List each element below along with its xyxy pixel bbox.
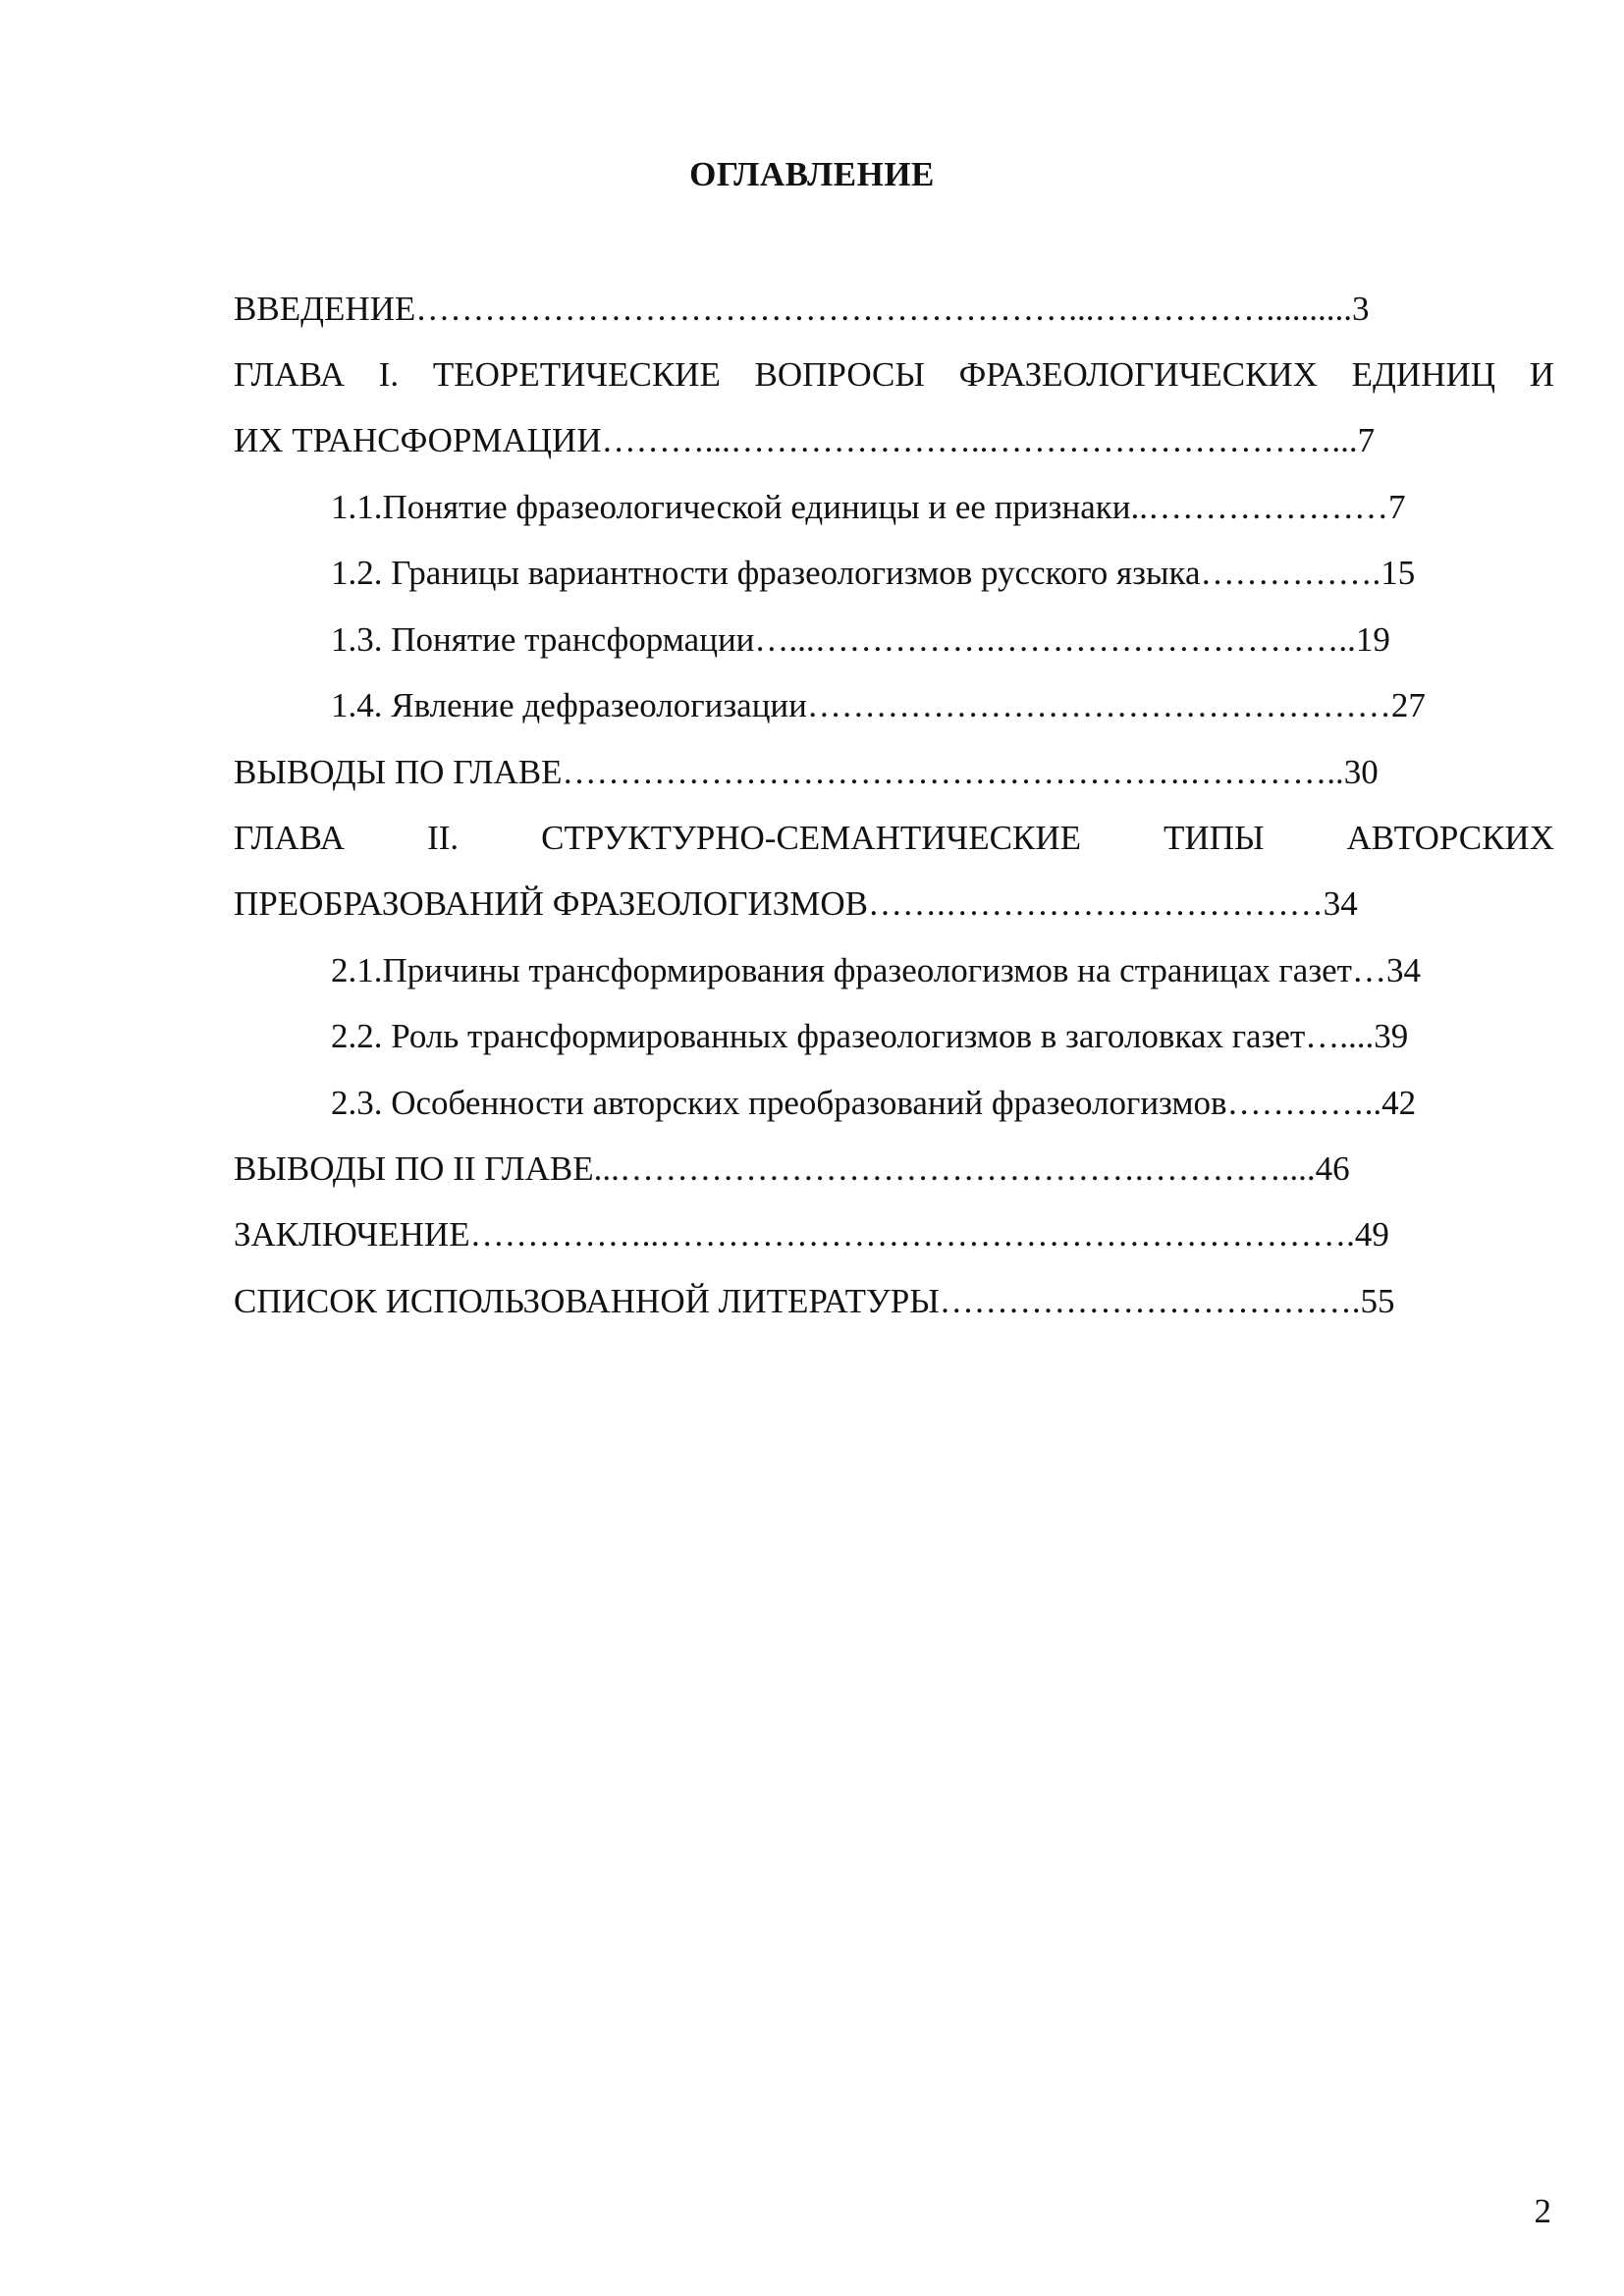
page-number: 2 bbox=[1534, 2192, 1551, 2230]
toc-entry-section-2-2: 2.2. Роль трансформированных фразеологизмов в заголовках газет…....39 bbox=[331, 1017, 1409, 1055]
toc-entry-chapter-1-line-1: ГЛАВА I. ТЕОРЕТИЧЕСКИЕ ВОПРОСЫ ФРАЗЕОЛОГИЧЕСКИХ ЕДИНИЦ И bbox=[234, 355, 1554, 394]
toc-entry-chapter-1-line-2: ИХ ТРАНСФОРМАЦИИ………...…………………..…………………………...7 bbox=[234, 421, 1376, 459]
toc-entry-section-1-1: 1.1.Понятие фразеологической единицы и ее признаки..…………………7 bbox=[331, 488, 1406, 526]
toc-entry-introduction: ВВЕДЕНИЕ…………………………………………………...……………..........3 bbox=[234, 290, 1370, 328]
toc-entry-section-1-2: 1.2. Границы вариантности фразеологизмов русского языка…………….15 bbox=[331, 554, 1416, 592]
toc-entry-conclusions-chapter-2: ВЫВОДЫ ПО II ГЛАВЕ...……………………………………….…………....46 bbox=[234, 1149, 1350, 1188]
toc-entry-section-1-3: 1.3. Понятие трансформации…...…………….…………………………..19 bbox=[331, 620, 1390, 659]
toc-entry-chapter-2-line-2: ПРЕОБРАЗОВАНИЙ ФРАЗЕОЛОГИЗМОВ…….……………………………34 bbox=[234, 884, 1358, 923]
page-title: ОГЛАВЛЕНИЕ bbox=[689, 155, 935, 193]
toc-entry-section-1-4: 1.4. Явление дефразеологизации……………………………………………27 bbox=[331, 686, 1426, 724]
toc-entry-bibliography: СПИСОК ИСПОЛЬЗОВАННОЙ ЛИТЕРАТУРЫ……………………………….55 bbox=[234, 1282, 1395, 1320]
toc-entry-section-2-3: 2.3. Особенности авторских преобразований фразеологизмов…………..42 bbox=[331, 1084, 1417, 1122]
toc-entry-conclusions-chapter-1: ВЫВОДЫ ПО ГЛАВЕ……………………………………………….…………..30 bbox=[234, 753, 1379, 791]
toc-entry-chapter-2-line-1: ГЛАВА II. СТРУКТУРНО-СЕМАНТИЧЕСКИЕ ТИПЫ АВТОРСКИХ bbox=[234, 819, 1554, 857]
toc-entry-section-2-1: 2.1.Причины трансформирования фразеологизмов на страницах газет…34 bbox=[331, 951, 1421, 989]
toc-entry-conclusion: ЗАКЛЮЧЕНИЕ……………..…………………………………………………….49 bbox=[234, 1215, 1389, 1254]
